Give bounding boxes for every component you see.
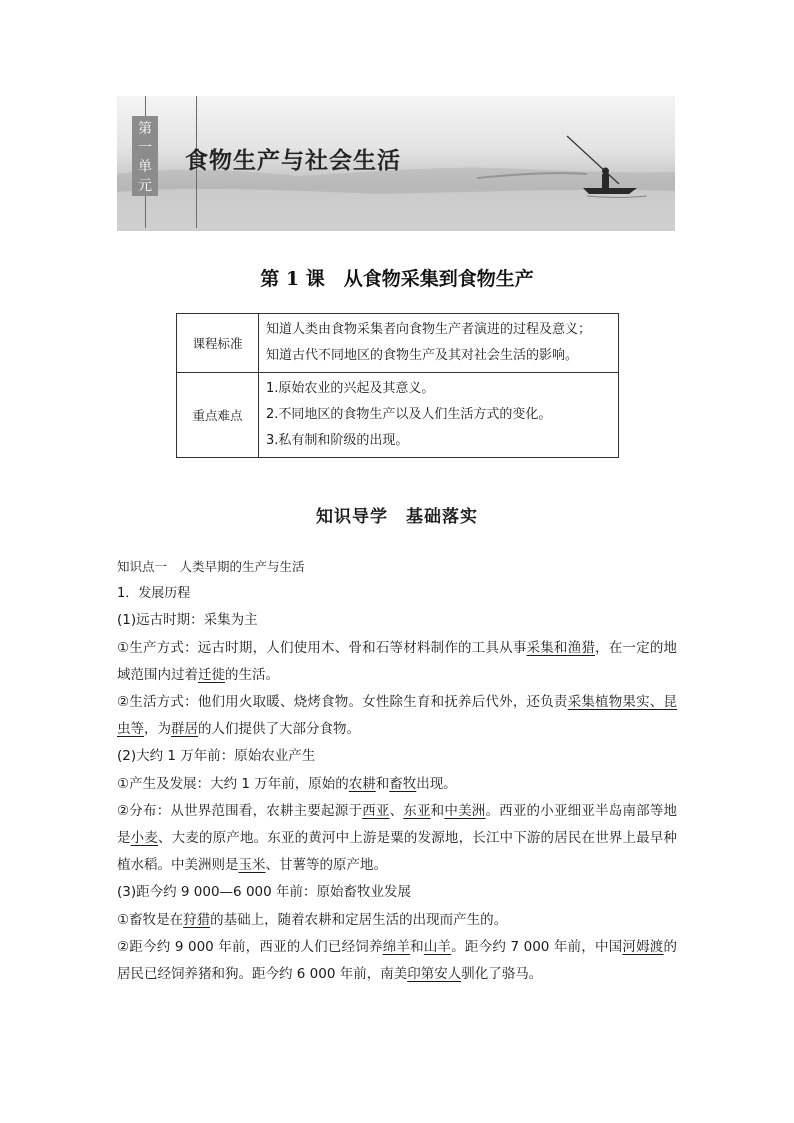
row-header: 课程标准 xyxy=(177,314,259,373)
row-line: 知道古代不同地区的食物生产及其对社会生活的影响。 xyxy=(266,348,579,363)
lesson-title: 第 1 课 从食物采集到食物生产 xyxy=(260,268,534,290)
unit-label-char: 单 xyxy=(138,159,152,175)
keyword: 河姆渡 xyxy=(622,938,664,955)
keyword: 采集植物果实、昆虫等 xyxy=(117,694,678,738)
row-line: 1.原始农业的兴起及其意义。 xyxy=(266,381,435,396)
table-row xyxy=(177,373,619,458)
keyword: 狩猎 xyxy=(183,911,211,928)
paragraph: ①畜牧是在狩猎的基础上，随着农耕和定居生活的出现而产生的。 xyxy=(117,911,508,928)
row-line: 3.私有制和阶级的出现。 xyxy=(266,433,409,448)
paragraph: ②生活方式：他们用火取暖、烧烤食物。女性除生育和抚养后代外，还负责采集植物果实、昆虫等，为群居的人们提供了大部分食物。 xyxy=(117,694,678,738)
row-line: 知道人类由食物采集者向食物生产者演进的过程及意义； xyxy=(266,322,592,337)
row-header: 重点难点 xyxy=(177,373,259,458)
unit-label-char: 元 xyxy=(138,178,152,194)
standards-table xyxy=(176,313,619,458)
paragraph: ②距今约 9 000 年前，西亚的人们已经饲养绵羊和山羊。距今约 7 000 年前，中国河姆渡的居民已经饲养猪和狗。距今约 6 000 年前，南美印第安人驯化了骆马。 xyxy=(117,938,677,983)
keyword: 印第安人 xyxy=(407,966,462,983)
knowledge-point-heading: 知识点一 人类早期的生产与生活 xyxy=(117,559,305,574)
paragraph: ①生产方式：远古时期，人们使用木、骨和石等材料制作的工具从事采集和渔猎，在一定的地域范围内过着迁徙的生活。 xyxy=(117,639,678,683)
row-content xyxy=(259,373,619,458)
keyword: 山羊 xyxy=(423,938,452,955)
row-line: 2.不同地区的食物生产以及人们生活方式的变化。 xyxy=(266,407,552,422)
keyword: 绵羊 xyxy=(382,938,411,955)
subsection-heading: 1．发展历程 xyxy=(117,586,191,602)
period-heading: (2)大约 1 万年前：原始农业产生 xyxy=(117,748,316,765)
unit-label-char: 一 xyxy=(138,140,152,156)
keyword: 畜牧 xyxy=(389,775,417,792)
section-title: 知识导学 基础落实 xyxy=(316,507,478,527)
keyword: 群居 xyxy=(171,721,198,738)
lesson-content xyxy=(117,553,677,988)
period-heading: (3)距今约 9 000—6 000 年前：原始畜牧业发展 xyxy=(117,884,412,901)
keyword: 玉米 xyxy=(238,857,266,874)
keyword: 东亚 xyxy=(403,802,431,819)
table-row xyxy=(177,314,619,373)
unit-label xyxy=(132,116,158,196)
unit-label-char: 第 xyxy=(138,121,152,137)
paragraph: ①产生及发展：大约 1 万年前，原始的农耕和畜牧出现。 xyxy=(117,775,457,792)
keyword: 西亚 xyxy=(362,802,390,819)
period-heading: (1)远古时期：采集为主 xyxy=(117,612,258,629)
keyword: 采集和渔猎 xyxy=(526,639,596,656)
keyword: 中美洲 xyxy=(444,802,486,819)
row-content xyxy=(259,314,619,373)
paragraph: ②分布：从世界范围看，农耕主要起源于西亚、东亚和中美洲。西亚的小亚细亚半岛南部等地是小麦、大麦的原产地。东亚的黄河中上游是粟的发源地，长江中下游的居民在世界上最早种植水稻。中美洲则是玉米、甘薯等的原产地。 xyxy=(117,802,678,874)
keyword: 农耕 xyxy=(348,775,376,792)
unit-title: 食物生产与社会生活 xyxy=(185,148,401,174)
keyword: 迁徙 xyxy=(198,666,225,683)
keyword: 小麦 xyxy=(130,830,158,847)
